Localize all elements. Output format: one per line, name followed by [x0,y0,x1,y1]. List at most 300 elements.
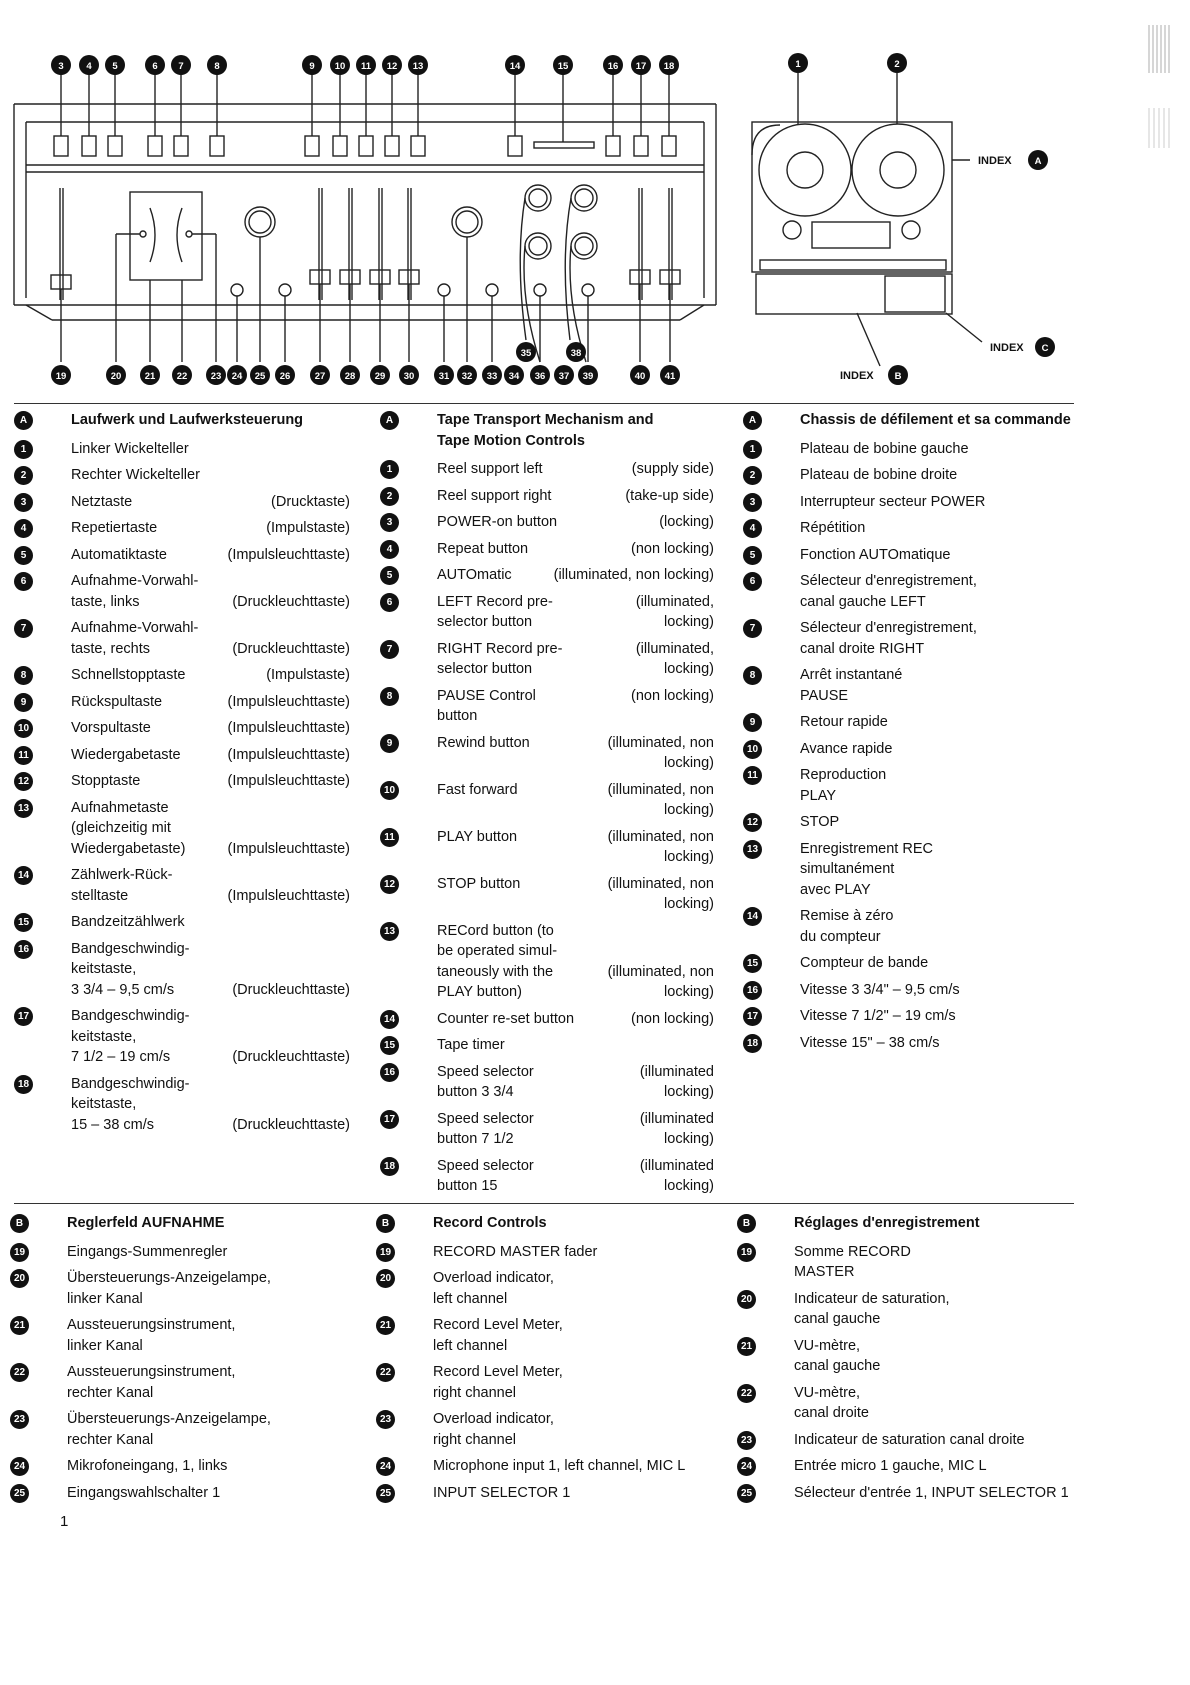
item-label: Record Level Meter, right channel [433,1364,563,1401]
item-number-badge: 9 [743,713,762,732]
legend-item [380,827,714,868]
legend-item [376,1483,716,1504]
legend-item [737,1336,1082,1377]
item-number-badge: 14 [743,907,762,926]
item-label: Enregistrement REC simultanément avec PLAY [800,840,933,898]
legend-item [743,465,1073,486]
legend-item [737,1383,1082,1424]
index-letter: B [894,371,902,382]
item-label: Zählwerk-Rück- stelltaste [71,867,173,904]
item-number-badge: 8 [380,687,399,706]
item-number-badge: 7 [14,619,33,638]
item-number-badge: 17 [14,1007,33,1026]
section-letter-badge: A [14,411,33,430]
callout-label: 14 [509,61,521,72]
item-note: (Druckleuchttaste) [232,640,350,657]
callout-label: 7 [178,61,184,72]
item-number-badge: 20 [376,1269,395,1288]
item-note: (illuminated locking) [639,1157,714,1194]
legend-item [737,1242,1082,1283]
item-number-badge: 9 [14,693,33,712]
item-label: Rückspultaste [71,693,163,710]
legend-item [380,459,714,480]
item-number-badge: 15 [380,1036,399,1055]
legend-item [380,486,714,507]
legend-item [737,1289,1082,1330]
item-number-badge: 7 [380,640,399,659]
legend-item [10,1315,350,1356]
item-number-badge: 16 [14,940,33,959]
item-label: STOP [800,814,840,830]
item-number-badge: 2 [380,487,399,506]
legend-item [14,939,350,1001]
item-label: Entrée micro 1 gauche, MIC L [794,1458,987,1474]
index-label: INDEX [840,370,874,382]
section-title: Reglerfeld AUFNAHME [67,1215,225,1231]
item-note: (supply side) [631,461,714,477]
legend-item [376,1268,716,1309]
item-note: (Impulstaste) [266,667,350,683]
item-label: Remise à zéro du compteur [800,908,894,945]
item-number-badge: 13 [743,840,762,859]
item-label: Eingangs-Summenregler [67,1243,228,1260]
item-number-badge: 12 [14,772,33,791]
legend-item [743,765,1073,806]
item-number-badge: 8 [14,666,33,685]
legend-item [14,571,350,612]
item-number-badge: 24 [737,1457,756,1476]
item-label: RECORD MASTER fader [433,1243,598,1260]
item-note: (illuminated, non locking) [607,963,714,1000]
section-letter-badge: B [737,1214,756,1233]
item-number-badge: 3 [14,493,33,512]
item-label: Rechter Wickelteller [71,467,200,483]
legend-item [743,1006,1073,1027]
item-number-badge: 3 [380,513,399,532]
callout-label: 12 [386,61,398,72]
legend-item [743,492,1073,513]
legend-item [743,571,1073,612]
legend-item [10,1362,350,1403]
item-note: (non locking) [630,1010,714,1027]
item-number-badge: 14 [380,1010,399,1029]
item-number-badge: 8 [743,666,762,685]
item-note: (illuminated, non locking) [607,734,714,771]
item-label: Plateau de bobine gauche [800,440,969,457]
callout-label: 27 [314,371,326,382]
item-label: Sélecteur d'enregistrement, canal droite RIGHT [800,620,977,657]
legend-item [10,1456,350,1477]
section-title: Réglages d'enregistrement [794,1215,980,1231]
item-label: Somme RECORD MASTER [794,1243,911,1280]
item-number-badge: 1 [14,440,33,459]
item-number-badge: 25 [376,1484,395,1503]
item-number-badge: 5 [380,566,399,585]
item-note: (Impulsleuchttaste) [227,746,350,763]
item-label: Speed selector button 7 1/2 [437,1110,534,1147]
section-title: Chassis de défilement et sa commande [800,412,1071,428]
item-number-badge: 2 [743,466,762,485]
item-label: Repeat button [437,540,529,557]
item-label: Aussteuerungsinstrument, rechter Kanal [67,1364,236,1401]
callout-label: 10 [334,61,346,72]
item-number-badge: 9 [380,734,399,753]
legend-item [743,812,1073,833]
legend-item [14,771,350,792]
legend-item [743,665,1073,706]
callout-label: 9 [309,61,315,72]
item-note: (illuminated, non locking) [607,828,714,865]
index-letter: A [1034,156,1042,167]
legend-item [380,565,714,586]
item-label: STOP button [437,875,521,892]
legend-item [743,518,1073,539]
item-note: (locking) [659,514,714,530]
item-note: (Druckleuchttaste) [232,1049,350,1065]
item-note: (illuminated, non locking) [553,567,714,583]
legend-item [743,545,1073,566]
item-number-badge: 12 [380,875,399,894]
legend-item [14,518,350,539]
section-b-english [376,1213,716,1509]
item-label: Reel support left [437,461,543,477]
item-number-badge: 5 [743,546,762,565]
legend-item [10,1268,350,1309]
section-a-french [743,410,1073,1059]
item-number-badge: 22 [10,1363,29,1382]
item-number-badge: 7 [743,619,762,638]
legend-item [743,712,1073,733]
item-number-badge: 10 [380,781,399,800]
callout-label: 11 [360,61,372,72]
item-number-badge: 21 [376,1316,395,1335]
item-note: (Druckleuchttaste) [232,981,350,998]
item-label: Vorspultaste [71,720,151,736]
section-rule [14,1203,1074,1204]
item-number-badge: 11 [14,746,33,765]
legend-item [14,439,350,460]
item-label: Speed selector button 3 3/4 [437,1063,534,1100]
section-heading [14,410,350,431]
item-label: Tape timer [437,1037,505,1053]
item-note: (non locking) [630,687,714,704]
item-label: RIGHT Record pre- selector button [437,640,563,677]
item-label: Indicateur de saturation canal droite [794,1431,1025,1448]
callout-label: 36 [534,371,546,382]
legend-item [14,692,350,713]
item-number-badge: 15 [743,954,762,973]
item-label: INPUT SELECTOR 1 [433,1484,571,1501]
item-note: (Drucktaste) [271,493,350,510]
callout-label: 20 [110,371,122,382]
legend-item [14,745,350,766]
item-label: Übersteuerungs-Anzeigelampe, rechter Kanal [67,1411,271,1448]
section-heading [380,410,714,451]
item-number-badge: 20 [10,1269,29,1288]
item-label: Aufnahmetaste (gleichzeitig mit Wiedergabetaste) [71,799,186,857]
item-label: Fonction AUTOmatique [800,546,951,563]
callout-label: 28 [344,371,356,382]
item-label: Mikrofoneingang, 1, links [67,1458,228,1474]
legend-item [376,1456,716,1477]
section-heading [737,1213,1082,1234]
legend-item [14,718,350,739]
legend-item [10,1242,350,1263]
section-title: Laufwerk und Laufwerksteuerung [71,412,304,428]
item-note: (illuminated locking) [639,1110,714,1147]
scan-edge-artifact [1148,108,1170,148]
item-number-badge: 6 [743,572,762,591]
item-label: RECord button (to be operated simul- taneously with the PLAY button) [437,922,558,1000]
item-number-badge: 24 [376,1457,395,1476]
item-note: (take-up side) [625,487,714,504]
legend-item [14,1006,350,1068]
item-label: Stopptaste [71,773,141,789]
callout-label: 23 [210,371,222,382]
item-label: PAUSE Control button [437,687,536,724]
item-number-badge: 2 [14,466,33,485]
legend-item [380,921,714,1003]
legend-item [380,539,714,560]
callout-label: 37 [558,371,570,382]
legend-item [380,780,714,821]
item-label: Rewind button [437,734,530,751]
item-note: (illuminated, non locking) [607,875,714,912]
item-number-badge: 16 [743,981,762,1000]
callout-label: 39 [582,371,594,382]
item-number-badge: 18 [14,1075,33,1094]
item-number-badge: 23 [737,1431,756,1450]
callout-label: 24 [231,371,243,382]
item-label: Speed selector button 15 [437,1157,534,1194]
item-label: Reproduction PLAY [800,767,887,804]
item-label: Counter re-set button [437,1010,575,1027]
section-title: Tape Transport Mechanism and Tape Motion Controls [437,412,654,449]
item-label: Compteur de bande [800,955,929,971]
item-number-badge: 22 [737,1384,756,1403]
callout-label: 25 [254,371,266,382]
item-number-badge: 10 [743,740,762,759]
legend-item [743,439,1073,460]
item-label: VU-mètre, canal droite [794,1384,869,1421]
callout-label: 4 [86,61,92,72]
item-number-badge: 12 [743,813,762,832]
callout-label: 26 [279,371,291,382]
section-letter-badge: A [380,411,399,430]
legend-item [380,1009,714,1030]
item-number-badge: 25 [737,1484,756,1503]
legend-item [380,874,714,915]
legend-item [14,618,350,659]
legend-item [380,592,714,633]
legend-item [380,1156,714,1197]
item-label: Fast forward [437,781,518,798]
section-heading [10,1213,350,1234]
legend-item [743,839,1073,901]
item-label: Indicateur de saturation, canal gauche [794,1290,950,1327]
item-label: Interrupteur secteur POWER [800,493,986,510]
item-label: POWER-on button [437,514,558,530]
callout-label: 2 [894,59,900,70]
item-note: (Impulsleuchttaste) [227,887,350,904]
item-label: Übersteuerungs-Anzeigelampe, linker Kanal [67,1270,271,1307]
item-number-badge: 13 [380,922,399,941]
section-b-german [10,1213,350,1509]
callout-label: 21 [144,371,156,382]
item-note: (illuminated, non locking) [607,781,714,818]
index-label: INDEX [978,155,1012,167]
legend-item [380,1035,714,1056]
item-note: (illuminated locking) [639,1063,714,1100]
item-number-badge: 17 [380,1110,399,1129]
callout-label: 15 [557,61,569,72]
section-letter-badge: B [10,1214,29,1233]
section-heading [376,1213,716,1234]
legend-item [14,545,350,566]
legend-item [10,1483,350,1504]
item-label: Répétition [800,520,866,536]
item-number-badge: 19 [376,1243,395,1262]
item-number-badge: 18 [380,1157,399,1176]
index-letter: C [1041,343,1049,354]
item-number-badge: 17 [743,1007,762,1026]
callout-label: 22 [176,371,188,382]
item-label: Netztaste [71,493,133,510]
page-number: 1 [60,1513,69,1530]
section-letter-badge: B [376,1214,395,1233]
item-label: Linker Wickelteller [71,440,189,457]
section-a-german [14,410,350,1141]
item-label: Eingangswahlschalter 1 [67,1484,221,1501]
item-number-badge: 21 [737,1337,756,1356]
legend-item [380,686,714,727]
item-label: Overload indicator, right channel [433,1411,554,1448]
control-panel-diagram [0,0,1120,400]
item-number-badge: 10 [14,719,33,738]
item-label: Microphone input 1, left channel, MIC L [433,1458,686,1474]
legend-item [376,1242,716,1263]
callout-label: 30 [403,371,415,382]
item-label: Sélecteur d'entrée 1, INPUT SELECTOR 1 [794,1484,1069,1501]
item-label: Reel support right [437,487,552,504]
item-number-badge: 4 [380,540,399,559]
legend-item [14,492,350,513]
item-label: Record Level Meter, left channel [433,1317,563,1354]
item-number-badge: 23 [376,1410,395,1429]
scan-edge-artifact [1148,25,1170,73]
item-note: (Impulsleuchttaste) [227,720,350,736]
item-label: Aufnahme-Vorwahl- taste, rechts [71,620,199,657]
legend-item [737,1430,1082,1451]
callout-label: 18 [663,61,675,72]
item-number-badge: 23 [10,1410,29,1429]
item-label: Vitesse 7 1/2" – 19 cm/s [800,1008,956,1024]
legend-item [743,1033,1073,1054]
legend-item [743,618,1073,659]
callout-label: 8 [214,61,220,72]
item-label: Arrêt instantané PAUSE [800,667,903,704]
item-label: Schnellstopptaste [71,667,186,683]
callout-label: 1 [795,59,801,70]
section-title: Record Controls [433,1215,547,1231]
legend-item [380,1109,714,1150]
item-label: Bandgeschwindig- keitstaste, 7 1/2 – 19 cm/s [71,1008,190,1065]
index-label: INDEX [990,342,1024,354]
legend-item [380,733,714,774]
item-label: VU-mètre, canal gauche [794,1337,881,1374]
item-number-badge: 21 [10,1316,29,1335]
item-note: (Impulsleuchttaste) [227,840,350,857]
callout-label: 29 [374,371,386,382]
callout-label: 5 [112,61,118,72]
legend-item [376,1362,716,1403]
item-label: Bandzeitzählwerk [71,914,185,930]
item-number-badge: 4 [743,519,762,538]
item-note: (illuminated, locking) [635,640,714,677]
item-number-badge: 25 [10,1484,29,1503]
item-label: Aufnahme-Vorwahl- taste, links [71,573,199,610]
item-number-badge: 1 [380,460,399,479]
item-number-badge: 5 [14,546,33,565]
callout-label: 40 [634,371,646,382]
callout-label: 38 [570,348,582,359]
legend-item [737,1456,1082,1477]
callout-label: 6 [152,61,158,72]
callout-label: 31 [438,371,450,382]
item-label: Retour rapide [800,714,888,730]
item-label: Wiedergabetaste [71,746,181,763]
item-number-badge: 6 [14,572,33,591]
item-label: Vitesse 3 3/4" – 9,5 cm/s [800,981,960,998]
item-note: (Impulsleuchttaste) [227,773,350,789]
callout-label: 34 [508,371,520,382]
section-a-english [380,410,714,1203]
item-label: Avance rapide [800,740,893,757]
section-letter-badge: A [743,411,762,430]
item-note: (Druckleuchttaste) [232,1116,350,1133]
callout-label: 3 [58,61,64,72]
legend-item [380,512,714,533]
legend-item [737,1483,1082,1504]
item-note: (Druckleuchttaste) [232,593,350,610]
item-number-badge: 20 [737,1290,756,1309]
legend-item [14,912,350,933]
item-number-badge: 22 [376,1363,395,1382]
legend-item [376,1315,716,1356]
item-label: Overload indicator, left channel [433,1270,554,1307]
item-number-badge: 11 [380,828,399,847]
item-label: Bandgeschwindig- keitstaste, 3 3/4 – 9,5 cm/s [71,940,190,998]
callout-label: 35 [520,348,532,359]
item-number-badge: 19 [737,1243,756,1262]
item-label: PLAY button [437,828,518,845]
callout-label: 41 [664,371,676,382]
item-note: (illuminated, locking) [635,593,714,630]
legend-item [14,865,350,906]
callout-label: 19 [55,371,67,382]
item-number-badge: 19 [10,1243,29,1262]
item-number-badge: 24 [10,1457,29,1476]
legend-item [14,1074,350,1136]
item-number-badge: 16 [380,1063,399,1082]
callout-label: 33 [486,371,498,382]
legend-item [14,465,350,486]
legend-item [14,665,350,686]
item-label: Vitesse 15" – 38 cm/s [800,1034,940,1051]
item-number-badge: 11 [743,766,762,785]
item-label: Aussteuerungsinstrument, linker Kanal [67,1317,236,1354]
legend-item [743,739,1073,760]
